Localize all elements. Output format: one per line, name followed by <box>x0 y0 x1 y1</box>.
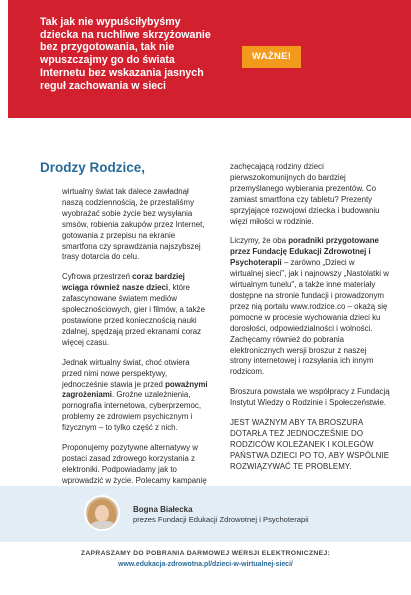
banner-line: Tak jak nie wypuściłybyśmy <box>40 16 181 28</box>
greeting-heading: Drodzy Rodzice, <box>40 160 146 175</box>
text-run: . Groźne uzależnienia, pornografia internetowa, cyberprzemoc, problemy ze zdrowiem psychicznym i fizycznym – to tylko część z nich. <box>62 390 202 433</box>
bold-text: poważnymi zagrożeniami <box>62 379 208 400</box>
author-avatar <box>84 495 120 531</box>
paragraph: Broszura powstała we współpracy z Fundacją Instytut Wiedzy o Rodzinie i Społeczeństwie. <box>230 387 390 408</box>
text-run: Jednak wirtualny świat, choć otwiera przed nimi nowe perspektywy, jednocześnie stawia je przed <box>62 357 190 389</box>
top-banner <box>0 0 411 118</box>
author-name: Bogna Białecka <box>133 505 193 514</box>
paragraph: zachęcającą rodziny dzieci pierwszokomunijnych do bardziej przemyślanego wybierania prezentów. Co zamiast smartfona czy tabletu? Prezenty sprzyjające rozwojowi dziecka i budowaniu więzi miłości w rodzinie. <box>230 162 380 226</box>
text-run: – zarówno „Dzieci w wirtualnej sieci", jak i najnowszy „Nastolatki w wirtualnym tunelu", a także inne materiały dostępne na stronie fundacji i prowadzonym przez nią portalu www.rodzice.co – okażą się pomocne w procesie wychowania dzieci ku dorosłości, odpowiedzialności i wolności. Zachęcamy również do pobrania elektronicznych wersji broszur z naszej strony internetowej i rozsyłania ich innym rodzicom. <box>230 258 389 377</box>
text-run: , które zafascynowane światem mediów społecznościowych, gier i filmów, a także postawione przed koniecznością nauki zdalnej, spędzają przed ekranami coraz więcej czasu. <box>62 283 205 347</box>
bold-text: coraz bardziej wciąga również nasze dzieci <box>62 272 185 293</box>
right-column <box>230 162 390 482</box>
banner-line: Internetu bez wskazania jasnych <box>40 66 204 79</box>
paragraph <box>62 358 210 434</box>
paragraph <box>230 236 390 378</box>
download-invitation: ZAPRASZAMY DO POBRANIA DARMOWEJ WERSJI ELEKTRONICZNEJ: <box>80 550 331 557</box>
banner-line: wpuszczajmy go do świata <box>40 54 175 67</box>
banner-line: reguł zachowania w sieci <box>40 79 166 92</box>
left-column <box>62 187 210 507</box>
text-run: Cyfrowa przestrzeń <box>62 272 133 282</box>
important-badge: WAŻNE! <box>242 46 301 68</box>
signature-strip <box>0 486 411 542</box>
bold-text: poradniki przygotowane przez Fundację Edukacji Zdrowotnej i Psychoterapii <box>230 236 379 268</box>
download-link[interactable]: www.edukacja-zdrowotna.pl/dzieci-w-wirtualnej-sieci/ <box>118 561 293 568</box>
text-run: Liczymy, że oba <box>230 236 289 246</box>
paragraph <box>62 272 210 348</box>
paragraph: Proponujemy pozytywne alternatywy w postaci zasad zdrowego korzystania z elektroniki. Podpowiadamy jak to wprowadzić w życie. Polecamy kampanię <box>62 443 207 485</box>
banner-line: dziecka na ruchliwe skrzyżowanie <box>40 28 211 41</box>
banner-line: bez przygotowania, tak nie <box>40 41 175 54</box>
author-role: prezes Fundacji Edukacji Zdrowotnej i Psychoterapii <box>133 515 309 524</box>
banner-quote <box>40 16 240 92</box>
paragraph: wirtualny świat tak dalece zawładnął naszą codziennością, że przestaliśmy wyobrażać sobie życie bez wysyłania smsów, robienia zakupów przez Internet, gotowania z przepisu na ekranie smartfona czy sprawdzania najszybszej trasy dotarcia do celu. <box>62 187 205 262</box>
caps-paragraph: JEST WAŻNYM ABY TA BROSZURA DOTARŁA TEŻ JEDNOCZEŚNIE DO RODZICÓW KOLEŻANEK I KOLEGÓW PAŃSTWA DZIECI PO TO, ABY WSPÓLNIE ROZWIĄZYWAĆ TE PROBLEMY. <box>230 418 390 471</box>
